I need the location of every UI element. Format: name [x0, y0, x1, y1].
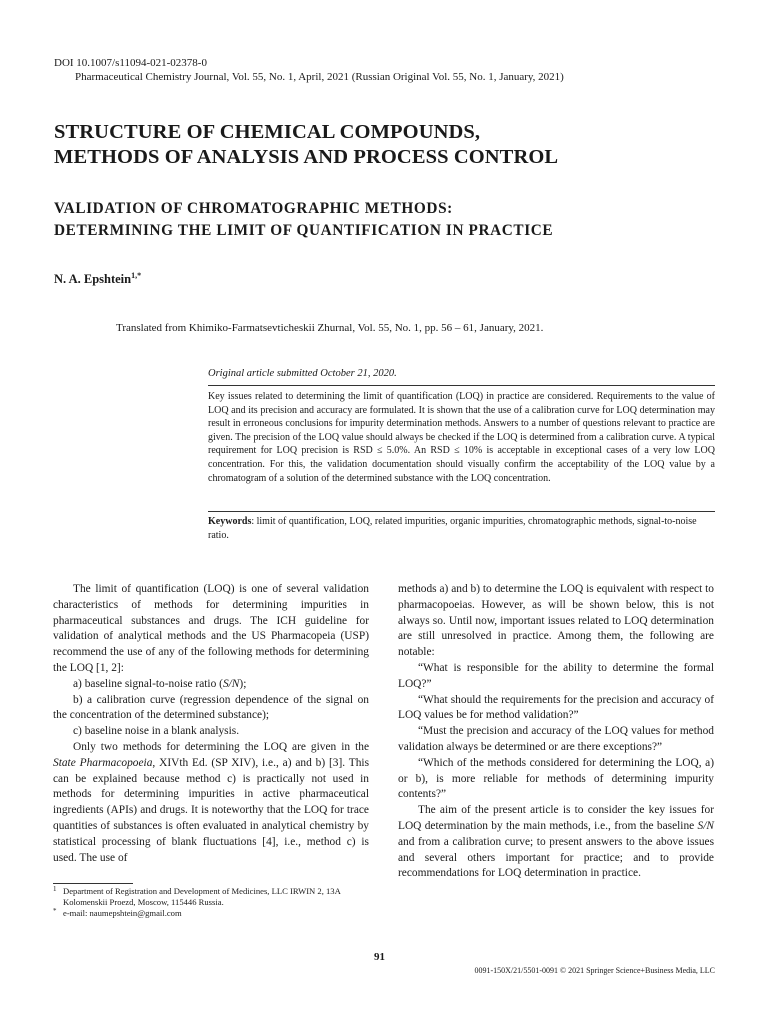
- question: “What is responsible for the ability to determine the formal LOQ?”: [398, 661, 714, 690]
- keywords-top-rule: [208, 511, 715, 512]
- question: “Which of the methods considered for determining the LOQ, a) or b), is more reliable for methods of determining impurity contents?”: [398, 756, 714, 801]
- keywords: [208, 515, 715, 542]
- body-column-right: [398, 582, 714, 882]
- author: [54, 271, 141, 287]
- author-name: N. A. Epshtein: [54, 272, 132, 287]
- page-number: 91: [374, 951, 385, 963]
- paragraph: c) baseline noise in a blank analysis.: [73, 725, 240, 738]
- submission-date: Original article submitted October 21, 2020.: [208, 368, 397, 379]
- keywords-label: Keywords: [208, 516, 252, 527]
- paragraph: The limit of quantification (LOQ) is one of several validation characteristics of methods for determining impurities in pharmaceutical substances and drugs. The ICH guideline for validation of analytical methods and the US Pharmacopeia (USP) recommend the use of any of the following methods for determining the LOQ [1, 2]:: [53, 583, 369, 674]
- translated-from: Translated from Khimiko-Farmatsevticheskii Zhurnal, Vol. 55, No. 1, pp. 56 – 61, January, 2021.: [116, 322, 544, 334]
- article-title-line1: VALIDATION OF CHROMATOGRAPHIC METHODS:: [54, 200, 453, 217]
- footnotes: [53, 886, 369, 919]
- article-title-line2: DETERMINING THE LIMIT OF QUANTIFICATION IN PRACTICE: [54, 222, 554, 239]
- abstract-top-rule: [208, 385, 715, 386]
- footnote-affiliation: 1 Department of Registration and Development of Medicines, LLC IRWIN 2, 13A Kolomenskii Proezd, Moscow, 115446 Russia.: [53, 885, 341, 907]
- paragraph: The aim of the present article is to consider the key issues for LOQ determination by the main methods, i.e., from the baseline S/N and from a calibration curve; to present answers to the above issues and several others important for practice; and to provide recommendations for LOQ determination in practice.: [398, 804, 714, 880]
- paragraph: b) a calibration curve (regression dependence of the signal on the concentration of the determined substance);: [53, 693, 369, 722]
- doi-line: DOI 10.1007/s11094-021-02378-0: [54, 57, 207, 69]
- keywords-text: : limit of quantification, LOQ, related impurities, organic impurities, chromatographic methods, signal-to-noise ratio.: [208, 516, 697, 541]
- author-affiliation-mark: 1,*: [131, 271, 142, 280]
- paragraph: Only two methods for determining the LOQ are given in the State Pharmacopoeia, XIVth Ed. (SP XIV), i.e., a) and b) [3]. This can be explained because method c) is practically not used in methods for determining impurities in active pharmaceutical ingredients (APIs) and drugs. It is noteworthy that the LOQ for trace quantities of substances is often evaluated in analytical chemistry by statistical processing of blank fluctuations [4], i.e., method c) is used. The use of: [53, 740, 369, 864]
- section-title: [54, 120, 714, 170]
- question: “What should the requirements for the precision and accuracy of LOQ values be for method validation?”: [398, 693, 714, 722]
- abstract: Key issues related to determining the limit of quantification (LOQ) in practice are considered. Requirements to the value of LOQ and its precision and accuracy are formulated. It is shown that the use of a calibration curve for LOQ determination may result in erroneous conclusions for impurity determination methods. Answers to a number of questions relevant to practice are given. The precision of the LOQ value should always be checked if the LOQ is determined from a calibration curve. A typical requirement for LOQ precision is RSD ≤ 5.0%. An RSD ≤ 10% is acceptable in exceptional cases of a very low LOQ concentration. For this, the validation documentation should visually confirm the acceptability of the LOQ value by a chromatogram of a solution of the determined substance with the LOQ concentration.: [208, 391, 715, 484]
- footnote-email: * e-mail: naumepshtein@gmail.com: [53, 907, 182, 918]
- question: “Must the precision and accuracy of the LOQ values for method validation always be determined or are there exceptions?”: [398, 725, 714, 753]
- section-title-line2: METHODS OF ANALYSIS AND PROCESS CONTROL: [54, 146, 559, 168]
- footnote-rule: [53, 883, 133, 884]
- copyright-line: 0091-150X/21/5501-0091 © 2021 Springer Science+Business Media, LLC: [474, 966, 715, 975]
- paragraph: methods a) and b) to determine the LOQ is equivalent with respect to pharmacopoeias. However, as will be shown below, this is not always so. Until now, important issues related to LOQ determination are still unresolved in practice. Among them, the following are notable:: [398, 583, 714, 659]
- paragraph: a) baseline signal-to-noise ratio (S/N);: [73, 677, 247, 690]
- body-column-left: [53, 582, 369, 866]
- section-title-line1: STRUCTURE OF CHEMICAL COMPOUNDS,: [54, 121, 481, 143]
- article-title: [54, 198, 714, 242]
- journal-citation: Pharmaceutical Chemistry Journal, Vol. 55, No. 1, April, 2021 (Russian Original Vol. 55, No. 1, January, 2021): [75, 71, 564, 83]
